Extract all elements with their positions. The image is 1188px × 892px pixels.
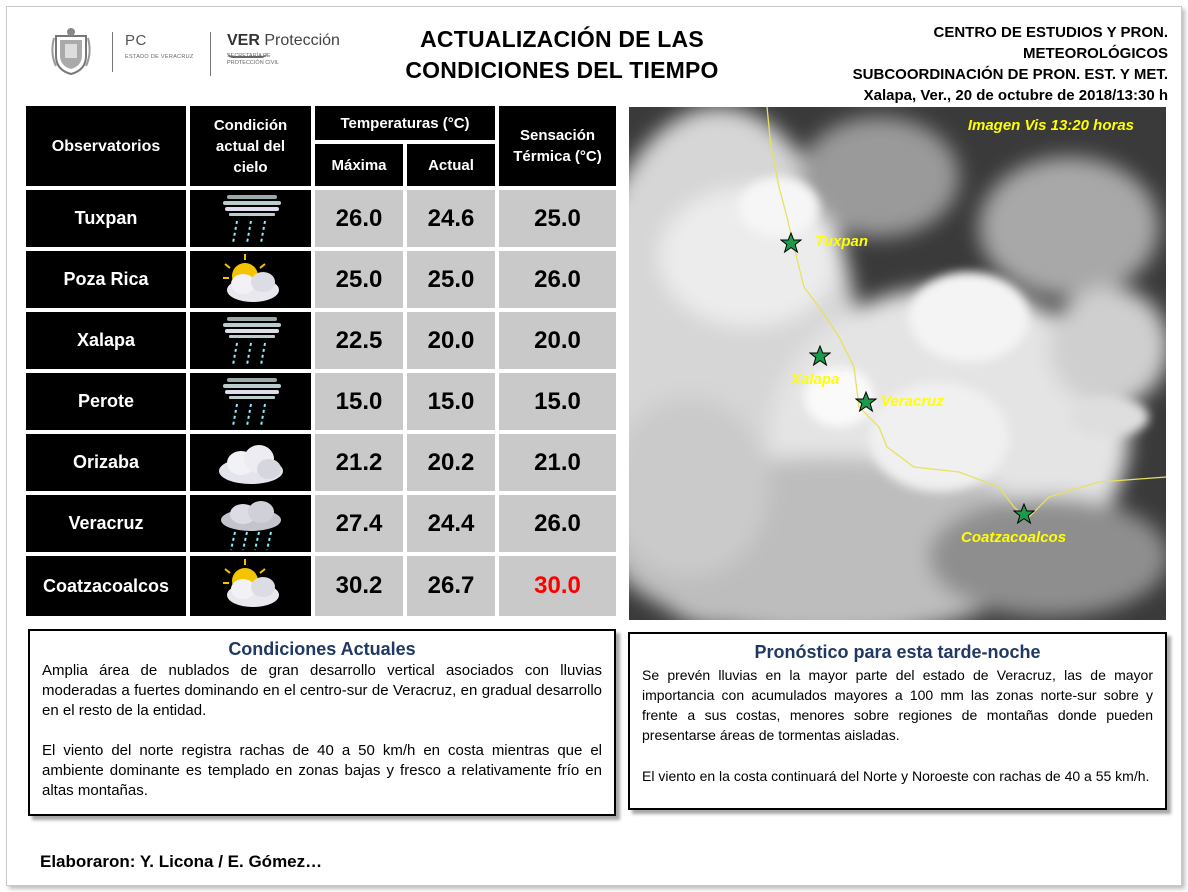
row-coatzacoalcos-actual: 26.7 xyxy=(407,556,495,616)
header-maxima: Máxima xyxy=(315,144,403,186)
cloud-rain-icon xyxy=(211,191,291,247)
issuer-date: Xalapa, Ver., 20 de octubre de 2018/13:30 h xyxy=(863,87,1168,104)
satellite-caption: Imagen Vis 13:20 horas xyxy=(967,117,1134,134)
header-temperaturas: Temperaturas (°C) xyxy=(315,106,495,140)
sun-cloud-icon xyxy=(211,557,291,615)
header-observatorios: Observatorios xyxy=(26,106,186,186)
issuer-line3: SUBCOORDINACIÓN DE PRON. EST. Y MET. xyxy=(852,66,1168,83)
row-tuxpan-actual: 24.6 xyxy=(407,190,495,247)
page-title-line2: CONDICIONES DEL TIEMPO xyxy=(405,57,719,83)
row-veracruz-name: Veracruz xyxy=(26,495,186,552)
star-icon-coatzacoalcos xyxy=(1013,503,1035,525)
ver-proteccion-logo xyxy=(210,32,360,76)
cloud-rain-icon xyxy=(211,374,291,430)
row-veracruz-sky xyxy=(190,495,311,552)
ver-logo-swoosh xyxy=(227,52,267,58)
ver-logo-word: Protección xyxy=(264,32,340,49)
pronostico-text-2: El viento en la costa continuará del Norte y Noroeste con rachas de 40 a 55 km/h. xyxy=(642,768,1150,784)
pc-logo xyxy=(112,32,208,72)
page-title-line1: ACTUALIZACIÓN DE LAS xyxy=(420,26,704,52)
row-tuxpan-sensacion: 25.0 xyxy=(499,190,616,247)
row-tuxpan-sky xyxy=(190,190,311,247)
row-perote-name: Perote xyxy=(26,373,186,430)
star-icon-xalapa xyxy=(809,345,831,367)
row-pozarica-name: Poza Rica xyxy=(26,251,186,308)
issuer-line1: CENTRO DE ESTUDIOS Y PRON. xyxy=(933,24,1168,41)
row-pozarica-sensacion: 26.0 xyxy=(499,251,616,308)
veracruz-crest-logo xyxy=(50,26,92,76)
row-perote-sensacion: 15.0 xyxy=(499,373,616,430)
header-actual: Actual xyxy=(407,144,495,186)
row-veracruz-sensacion: 26.0 xyxy=(499,495,616,552)
satellite-image xyxy=(629,107,1166,620)
pc-logo-text: PC xyxy=(125,32,147,49)
city-label-coatzacoalcos: Coatzacoalcos xyxy=(961,529,1067,546)
star-icon-tuxpan xyxy=(780,232,802,254)
row-veracruz-max: 27.4 xyxy=(315,495,403,552)
row-orizaba-max: 21.2 xyxy=(315,434,403,491)
row-orizaba-sky xyxy=(190,434,311,491)
cloud-rain-icon xyxy=(211,313,291,369)
star-icon-veracruz xyxy=(855,391,877,413)
cloud-icon xyxy=(211,435,291,491)
row-coatzacoalcos-sky xyxy=(190,556,311,616)
row-xalapa-sensacion: 20.0 xyxy=(499,312,616,369)
ver-logo-subtext: SECRETARÍA DE PROTECCIÓN CIVIL xyxy=(227,53,279,66)
row-tuxpan-max: 26.0 xyxy=(315,190,403,247)
row-xalapa-max: 22.5 xyxy=(315,312,403,369)
row-coatzacoalcos-name: Coatzacoalcos xyxy=(26,556,186,616)
row-perote-actual: 15.0 xyxy=(407,373,495,430)
page-title xyxy=(370,24,754,86)
header-sensacion: Sensación Térmica (°C) xyxy=(499,106,616,186)
header-condicion: Condición actual del cielo xyxy=(190,106,311,186)
pronostico-text-1: Se prevén lluvias en la mayor parte del estado de Veracruz, las de mayor importancia con acumulados mayores a 100 mm las zonas norte-sur sobre y frente a sus costas, menores sobre regiones de montañas donde pueden presentarse áreas de tormentas aisladas. xyxy=(642,667,1153,743)
row-pozarica-max: 25.0 xyxy=(315,251,403,308)
row-orizaba-sensacion: 21.0 xyxy=(499,434,616,491)
condiciones-text-1: Amplia área de nublados de gran desarrollo vertical asociados con lluvias moderadas a fuertes dominando en el centro-sur de Veracruz, en gradual desarrollo en el resto de la entidad. xyxy=(42,662,602,719)
row-orizaba-actual: 20.2 xyxy=(407,434,495,491)
condiciones-title: Condiciones Actuales xyxy=(228,639,416,659)
pronostico-title: Pronóstico para esta tarde-noche xyxy=(754,642,1041,662)
row-perote-sky xyxy=(190,373,311,430)
condiciones-box xyxy=(28,629,616,816)
city-label-xalapa: Xalapa xyxy=(791,371,840,388)
row-veracruz-actual: 24.4 xyxy=(407,495,495,552)
row-coatzacoalcos-max: 30.2 xyxy=(315,556,403,616)
ver-logo-ver: VER xyxy=(227,32,260,49)
authors: Elaboraron: Y. Licona / E. Gómez… xyxy=(40,852,323,871)
city-label-veracruz: Veracruz xyxy=(881,393,944,410)
condiciones-text-2: El viento del norte registra rachas de 40 a 50 km/h en costa mientras que el ambiente dominante es templado en zonas bajas y fresco a relativamente frío en altas montañas. xyxy=(42,742,602,799)
sun-cloud-icon xyxy=(211,252,291,308)
observations-table xyxy=(26,106,616,618)
row-tuxpan-name: Tuxpan xyxy=(26,190,186,247)
row-xalapa-sky xyxy=(190,312,311,369)
pc-logo-subtext: ESTADO DE VERACRUZ xyxy=(125,54,194,60)
row-pozarica-sky xyxy=(190,251,311,308)
row-pozarica-actual: 25.0 xyxy=(407,251,495,308)
issuer-line2: METEOROLÓGICOS xyxy=(1022,45,1168,62)
storm-cloud-rain-icon xyxy=(211,496,291,552)
row-orizaba-name: Orizaba xyxy=(26,434,186,491)
issuer-block xyxy=(748,22,1168,106)
row-xalapa-actual: 20.0 xyxy=(407,312,495,369)
row-xalapa-name: Xalapa xyxy=(26,312,186,369)
row-perote-max: 15.0 xyxy=(315,373,403,430)
pronostico-box xyxy=(628,632,1167,810)
satellite-clouds xyxy=(629,107,1166,620)
row-coatzacoalcos-sensacion: 30.0 xyxy=(499,556,616,616)
city-label-tuxpan: Tuxpan xyxy=(815,233,869,250)
